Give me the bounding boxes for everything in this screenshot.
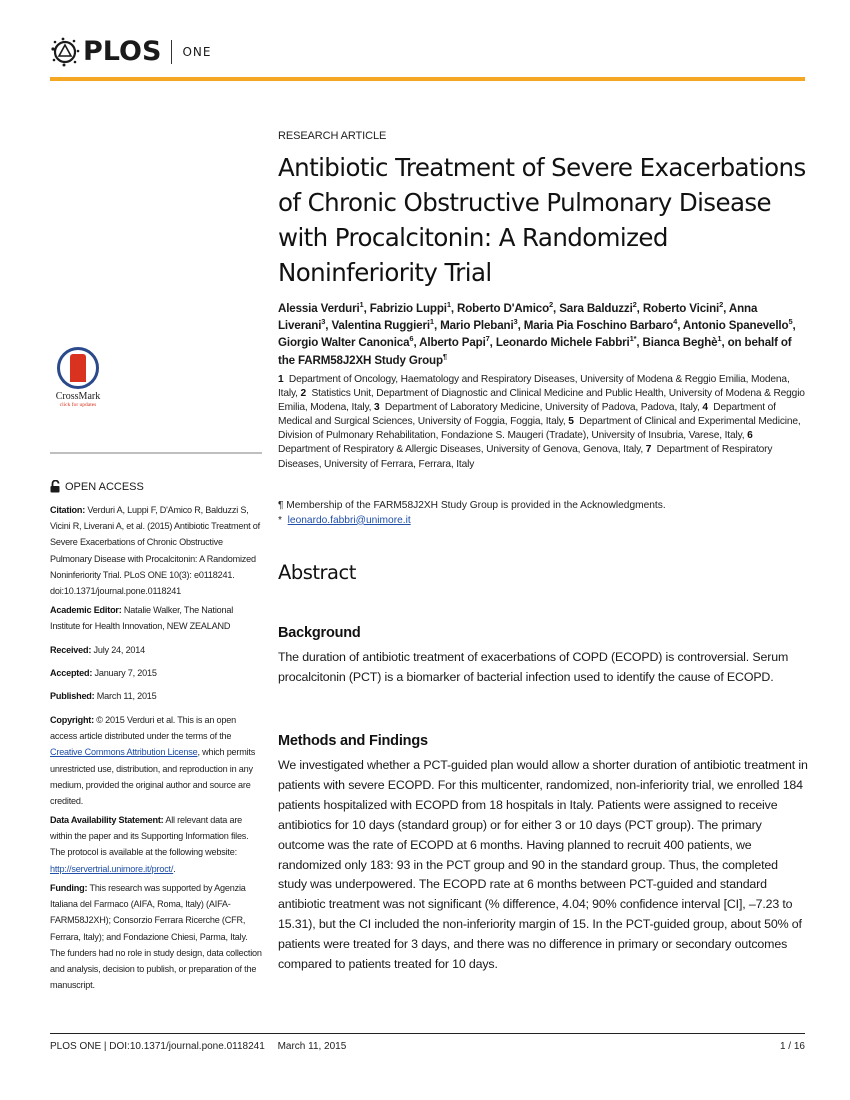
logo-brand: PLOS xyxy=(83,36,162,67)
author-affiliation-ref: 1 xyxy=(359,300,364,310)
citation-block xyxy=(50,502,262,599)
author-affiliation-ref: 7 xyxy=(485,334,490,344)
academic-editor-block xyxy=(50,602,262,634)
affiliations xyxy=(278,373,808,472)
data-availability-text: All relevant data are within the paper and its Supporting Information files. The protocol is available at the following website: xyxy=(50,815,249,858)
author-affiliation-ref: 1 xyxy=(717,334,722,344)
copyright-label: Copyright: xyxy=(50,715,94,725)
data-availability-end: . xyxy=(173,863,176,874)
author-name: Roberto D'Amico xyxy=(457,302,550,315)
funding-text: This research was supported by Agenzia Italiana del Farmaco (AIFA, Roma, Italy) (AIFA-FARM58J2XH); Consorzio Ferrara Ricerche (CFR, Ferrara, Italy); and Fondazione Chiesi, Parma, Italy. The funders had no role in study design, data collection and analysis, decision to publish, or preparation of the manuscript. xyxy=(50,883,262,991)
crossmark-icon xyxy=(57,347,99,389)
copyright-text-after: , which permits unrestricted use, distribution, and reproduction in any medium, provided the original author and source are credited. xyxy=(50,747,256,807)
accepted-label: Accepted: xyxy=(50,668,93,678)
author-affiliation-ref: 2 xyxy=(719,300,724,310)
open-access-badge xyxy=(50,480,144,493)
open-access-label: OPEN ACCESS xyxy=(65,480,144,493)
methods-findings-text: We investigated whether a PCT-guided plan would allow a shorter duration of antibiotic treatment in patients with severe ECOPD. For this multicenter, randomized, non-inferiority trial, we enrolled 184 patients hospitalized with ECOPD from 18 hospitals in Italy. Patients were assigned to receive antibiotics for 10 days (standard group) or for either 3 or 10 days (PCT group). The primary outcome was the rate of ECOPD at 6 months. Having planned to recruit 400 patients, we randomized only 183: 93 in the PCT group and 90 in the standard group. Thus, the completed study was underpowered. The ECOPD rate at 6 months between PCT-guided and standard antibiotic treatment was not significant (% difference, 4.04; 90% confidence interval [CI], –7.23 to 15.31), but the CI included the non-inferiority margin of 15. In the PCT-guided group, about 50% of patients were treated for 3 days, and there was no difference in primary or secondary outcomes compared to patients treated for 10 days. xyxy=(278,758,808,972)
article-title: Antibiotic Treatment of Severe Exacerbations of Chronic Obstructive Pulmonary Disease with Procalcitonin: A Randomized Noninferiority Trial xyxy=(278,153,806,287)
methods-findings-heading: Methods and Findings xyxy=(278,733,428,749)
author-affiliation-ref: 4 xyxy=(673,317,678,327)
sidebar-divider xyxy=(50,452,262,454)
citation-label: Citation: xyxy=(50,505,86,515)
footer-journal-doi: PLOS ONE | DOI:10.1371/journal.pone.0118241 xyxy=(50,1041,265,1052)
author-name: Leonardo Michele Fabbri xyxy=(495,336,630,350)
author-name: Sara Balduzzi xyxy=(559,302,633,315)
copyright-block xyxy=(50,712,262,809)
license-link[interactable]: Creative Commons Attribution License xyxy=(50,747,198,758)
funding-label: Funding: xyxy=(50,883,88,893)
affiliation-text: Department of Clinical and Experimental Medicine, Division of Pulmonary Rehabilitation, Fondazione S. Maugeri (Tradate), University of Insubria, Varese, Italy, xyxy=(278,416,801,442)
author-name: Mario Plebani xyxy=(440,319,514,333)
crossmark-badge[interactable] xyxy=(50,347,106,409)
copyright-text: © 2015 Verduri et al. This is an open access article distributed under the terms of the xyxy=(50,715,236,742)
abstract-heading: Abstract xyxy=(278,561,356,584)
editor-label: Academic Editor: xyxy=(50,605,122,615)
affiliation-number: 5 xyxy=(568,416,580,428)
background-heading: Background xyxy=(278,625,361,641)
crossmark-sub: click for updates xyxy=(59,402,97,408)
author-affiliation-ref: 3 xyxy=(321,317,326,327)
author-affiliation-ref: 1 xyxy=(429,317,434,327)
affiliation-text: Department of Laboratory Medicine, University of Padova, Padova, Italy, xyxy=(384,402,703,414)
background-text: The duration of antibiotic treatment of exacerbations of COPD (ECOPD) is controversial. Serum procalcitonin (PCT) is a biomarker of bacterial infection used to identify the cause of ECOPD. xyxy=(278,650,789,684)
funding-block xyxy=(50,880,262,993)
published-label: Published: xyxy=(50,691,95,701)
footer-divider xyxy=(50,1033,805,1034)
affiliation-number: 6 xyxy=(747,430,756,442)
corresponding-email-link[interactable]: leonardo.fabbri@unimore.it xyxy=(287,514,411,526)
open-lock-icon xyxy=(50,480,61,493)
affiliation-text: Statistics Unit, Department of Diagnostic and Clinical Medicine and Public Health, University of Modena & Reggio Emilia, Modena, Italy, xyxy=(278,388,805,414)
page-number: 1 / 16 xyxy=(779,1041,805,1052)
crossmark-label: CrossMark xyxy=(55,391,101,402)
author-name: Antonio Spanevello xyxy=(682,319,789,333)
author-list: Alessia Verduri$^1$, Fabrizio Luppi$^1$, Roberto D'Amico$^2$, Sara Balduzzi$^2$, Roberto Vicini$^2$, Anna Liverani$^3$, Valentina Ruggieri$^1$, Mario Plebani$^3$, Maria Pia Foschino Barbaro$^4$, Antonio Spanevello$^5$, Giorgio Walter Canonica$^6$, Alberto Papi$^7$, Leonardo Michele Fabbri$^{1*}$, Bianca Beghè$^1$, on behalf of the FARM58J2XH Study Group¶ xyxy=(278,300,796,367)
affiliation-number: 7 xyxy=(645,444,657,456)
header-accent-bar xyxy=(50,77,805,81)
author-affiliation-ref: 2 xyxy=(549,300,554,310)
data-availability-label: Data Availability Statement: xyxy=(50,815,164,825)
author-name: Alessia Verduri xyxy=(278,302,360,315)
affiliation-text: Department of Respiratory Diseases, University of Ferrara, Ferrara, Italy xyxy=(278,444,773,470)
affiliation-number: 1 xyxy=(278,374,289,385)
published-date: March 11, 2015 xyxy=(94,691,157,701)
affiliation-text: Department of Oncology, Haematology and Respiratory Diseases, University of Modena & Reggio Emilia, Modena, Italy, xyxy=(278,374,790,400)
author-affiliation-ref: 2 xyxy=(632,300,637,310)
author-name: Anna Liverani xyxy=(278,302,758,333)
author-name: Giorgio Walter Canonica xyxy=(278,336,410,350)
author-affiliation-ref: 1* xyxy=(629,334,637,344)
affiliation-number: 4 xyxy=(702,402,714,414)
author-name: Fabrizio Luppi xyxy=(369,302,447,315)
author-name: Alberto Papi xyxy=(419,336,486,350)
author-affiliation-ref: 1 xyxy=(446,300,451,310)
author-name: Maria Pia Foschino Barbaro xyxy=(523,319,674,333)
editor-text: Natalie Walker, The National Institute for Health Innovation, NEW ZEALAND xyxy=(50,605,234,632)
author-affiliation-ref: 5 xyxy=(788,317,793,327)
accepted-block xyxy=(50,665,262,681)
received-label: Received: xyxy=(50,645,92,655)
affiliation-number: 3 xyxy=(374,402,385,414)
author-notes xyxy=(278,499,808,528)
author-name: Bianca Beghè xyxy=(642,336,718,350)
received-block xyxy=(50,642,262,658)
footer-citation xyxy=(50,1041,356,1052)
logo-divider xyxy=(171,40,172,64)
author-name: Valentina Ruggieri xyxy=(331,319,430,333)
data-availability-block xyxy=(50,812,262,877)
author-affiliation-ref: ¶ xyxy=(442,351,447,361)
author-affiliation-ref: 6 xyxy=(409,334,414,344)
author-name: Roberto Vicini xyxy=(642,302,720,315)
footer-date: March 11, 2015 xyxy=(277,1041,347,1052)
protocol-link[interactable]: http://servertrial.unimore.it/proct/ xyxy=(50,863,174,874)
article-type: RESEARCH ARTICLE xyxy=(278,130,387,142)
affiliation-text: Department of Respiratory & Allergic Diseases, University of Genova, Genova, Italy, xyxy=(278,444,646,456)
logo-journal: ONE xyxy=(182,45,212,59)
affiliation-number: 2 xyxy=(300,388,312,400)
plos-one-logo[interactable] xyxy=(50,36,211,68)
published-block xyxy=(50,688,262,704)
received-date: July 24, 2014 xyxy=(91,645,145,655)
corresponding-marker: * xyxy=(278,514,282,526)
citation-text: Verduri A, Luppi F, D'Amico R, Balduzzi S, Vicini R, Liverani A, et al. (2015) Antibiotic Treatment of Severe Exacerbations of Chronic Obstructive Pulmonary Disease with Procalcitonin: A Randomized Noninferiority Trial. PLoS ONE 10(3): e0118241. doi:10.1371/journal.pone.0118241 xyxy=(50,505,260,597)
corresponding-author xyxy=(278,514,808,529)
accepted-date: January 7, 2015 xyxy=(92,668,157,678)
author-affiliation-ref: 3 xyxy=(513,317,518,327)
affiliation-text: Department of Medical and Surgical Sciences, University of Foggia, Foggia, Italy, xyxy=(278,402,776,428)
plos-globe-icon xyxy=(50,37,80,67)
author-name: on behalf of the FARM58J2XH Study Group xyxy=(278,336,792,367)
membership-note: ¶ Membership of the FARM58J2XH Study Group is provided in the Acknowledgments. xyxy=(278,500,666,511)
